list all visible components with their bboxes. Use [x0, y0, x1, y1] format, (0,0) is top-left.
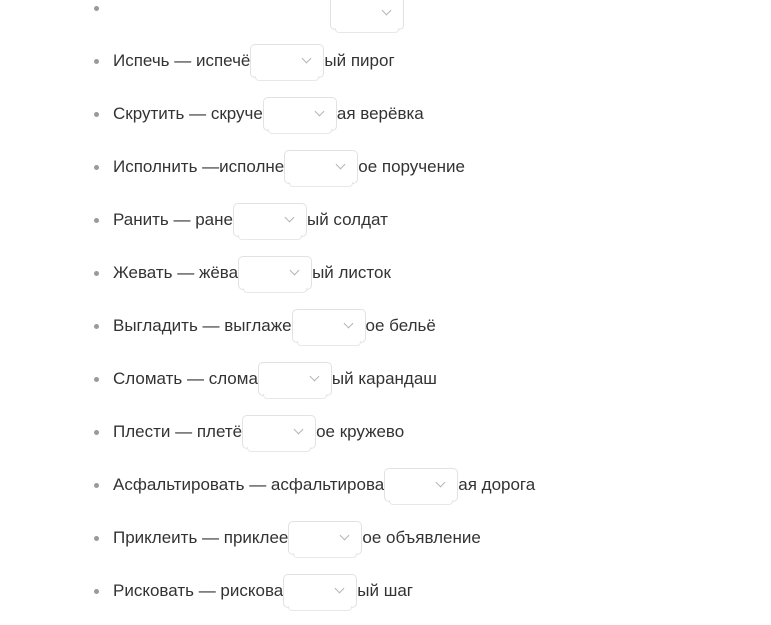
blank-dropdown[interactable] [292, 309, 366, 343]
chevron-down-icon [290, 266, 300, 276]
chevron-down-icon [382, 6, 392, 16]
chevron-down-icon [302, 54, 312, 64]
word-suffix: ое кружево [316, 422, 405, 441]
chevron-down-icon [340, 531, 350, 541]
blank-dropdown[interactable] [283, 574, 357, 608]
word-suffix: ый листок [312, 263, 391, 282]
blank-dropdown[interactable] [238, 256, 312, 290]
word-prefix: Жевать — жёва [113, 263, 239, 282]
blank-dropdown[interactable] [242, 415, 316, 449]
word-suffix: ый шаг [357, 581, 413, 600]
word-suffix: ая верёвка [336, 104, 424, 123]
list-item [0, 572, 771, 625]
word-suffix: ое поручение [358, 157, 465, 176]
blank-dropdown[interactable] [284, 150, 358, 184]
blank-dropdown[interactable] [330, 0, 404, 30]
word-suffix: ое бельё [365, 316, 436, 335]
chevron-down-icon [294, 425, 304, 435]
chevron-down-icon [335, 584, 345, 594]
word-prefix: Исполнить —исполне [113, 157, 285, 176]
blank-dropdown[interactable] [263, 97, 337, 131]
word-suffix: ое объявление [362, 528, 481, 547]
word-prefix: Скрутить — скруче [113, 104, 263, 123]
blank-dropdown[interactable] [233, 203, 307, 237]
list-item [0, 95, 771, 148]
list-item [0, 413, 771, 466]
list-item [0, 201, 771, 254]
list-item [0, 466, 771, 519]
word-prefix: Плести — плетё [113, 422, 243, 441]
word-prefix: Испечь — испечё [113, 51, 251, 70]
blank-dropdown[interactable] [384, 468, 458, 502]
word-suffix: ый карандаш [331, 369, 437, 388]
word-prefix: Ранить — ране [113, 210, 233, 229]
word-suffix: ый солдат [306, 210, 388, 229]
blank-dropdown[interactable] [250, 44, 324, 78]
list-item [0, 307, 771, 360]
chevron-down-icon [436, 478, 446, 488]
word-prefix: Выгладить — выглаже [113, 316, 292, 335]
word-prefix: Приклеить — приклее [113, 528, 289, 547]
list-item [0, 0, 771, 42]
list-item [0, 519, 771, 572]
word-suffix: ый пирог [324, 51, 395, 70]
chevron-down-icon [336, 160, 346, 170]
word-prefix: Асфальтировать — асфальтирова [113, 475, 385, 494]
list-item [0, 42, 771, 95]
word-prefix: Сломать — слома [113, 369, 258, 388]
chevron-down-icon [343, 319, 353, 329]
word-suffix: ая дорога [458, 475, 536, 494]
list-item [0, 148, 771, 201]
list-item [0, 360, 771, 413]
list-item [0, 254, 771, 307]
word-prefix: Рисковать — рискова [113, 581, 284, 600]
blank-dropdown[interactable] [288, 521, 362, 555]
chevron-down-icon [309, 372, 319, 382]
chevron-down-icon [314, 107, 324, 117]
chevron-down-icon [285, 213, 295, 223]
blank-dropdown[interactable] [258, 362, 332, 396]
